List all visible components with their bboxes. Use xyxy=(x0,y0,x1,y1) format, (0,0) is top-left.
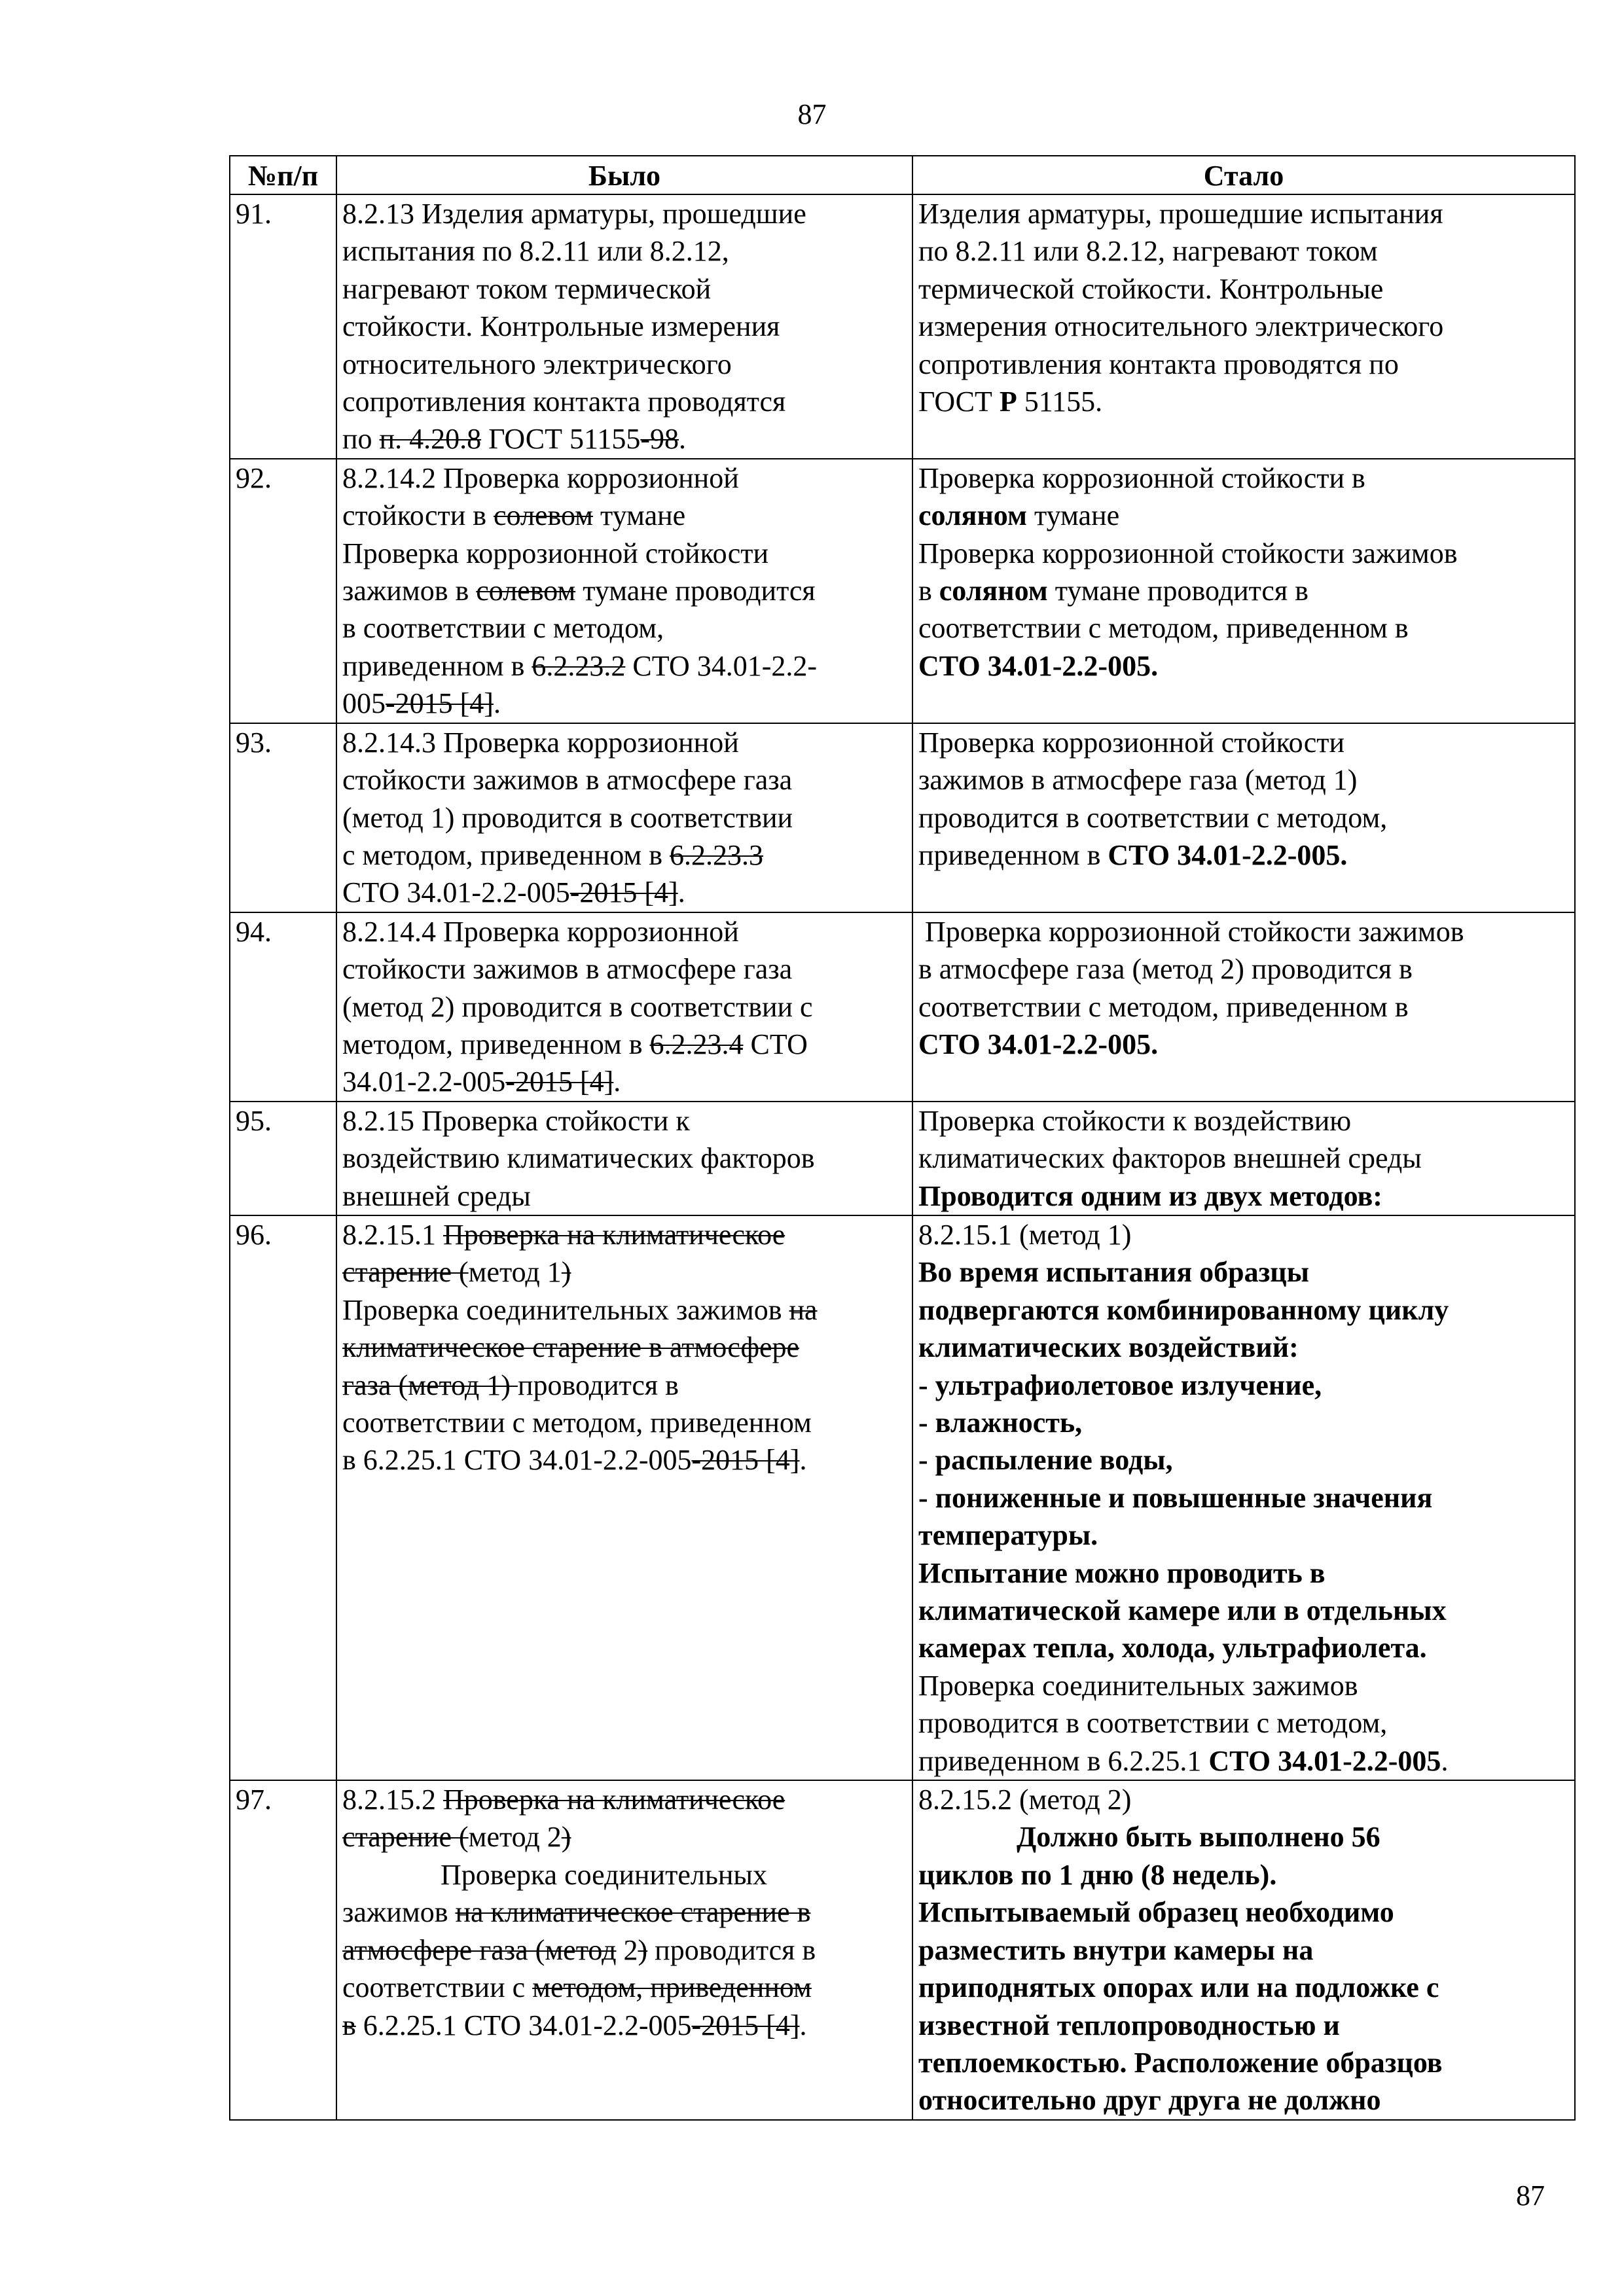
text-segment: СТО 34.01-2.2-005 xyxy=(342,876,570,909)
text-segment: зажимов xyxy=(342,1896,456,1929)
text-line xyxy=(918,270,1569,308)
text-line xyxy=(342,346,907,383)
text-segment: воздействию климатических факторов xyxy=(342,1142,815,1175)
text-line xyxy=(342,459,907,497)
struck-text: газа (метод 1) xyxy=(342,1369,518,1401)
text-line xyxy=(342,609,907,647)
text-line xyxy=(342,1102,907,1139)
struck-text: на xyxy=(789,1293,818,1326)
text-line xyxy=(342,988,907,1026)
text-segment: соответствии с методом, приведенном в xyxy=(918,990,1409,1023)
cell-became xyxy=(912,1215,1575,1780)
struck-text: солевом xyxy=(494,499,593,532)
text-line xyxy=(342,1291,907,1329)
text-line xyxy=(918,761,1569,798)
text-line xyxy=(918,799,1569,836)
row-number: 91. xyxy=(230,194,336,459)
text-segment: 8.2.14.4 Проверка коррозионной xyxy=(342,915,739,948)
bold-text: приподнятых опорах или на подложке с xyxy=(918,1971,1439,2004)
text-line xyxy=(342,232,907,270)
text-segment: соответствии с методом, приведенном xyxy=(342,1407,812,1439)
text-segment: стойкости зажимов в атмосфере газа xyxy=(342,764,793,797)
bold-text: СТО 34.01-2.2-005. xyxy=(1108,838,1348,871)
struck-text: методом, приведенном xyxy=(532,1971,812,2004)
row-number: 92. xyxy=(230,459,336,723)
struck-text: -2015 [4] xyxy=(691,2009,800,2041)
struck-text: п. 4.20.8 xyxy=(379,423,482,456)
text-segment: зажимов в атмосфере газа (метод 1) xyxy=(918,764,1358,797)
text-line xyxy=(918,459,1569,497)
text-line xyxy=(918,1592,1569,1629)
text-segment: . xyxy=(677,876,685,909)
bold-text: - пониженные и повышенные значения xyxy=(918,1481,1433,1514)
text-line xyxy=(918,497,1569,534)
text-line xyxy=(342,799,907,836)
text-line xyxy=(342,195,907,232)
text-line xyxy=(342,270,907,308)
bold-text: Во время испытания образцы xyxy=(918,1256,1309,1289)
text-line xyxy=(918,1291,1569,1329)
cell-was xyxy=(336,912,912,1102)
header-became: Стало xyxy=(912,156,1575,194)
struck-text: в xyxy=(342,2009,356,2041)
text-segment: 8.2.14.2 Проверка коррозионной xyxy=(342,461,739,494)
text-line xyxy=(342,1253,907,1291)
cell-was xyxy=(336,1780,912,2120)
text-line xyxy=(918,1329,1569,1366)
text-line xyxy=(342,874,907,911)
text-line xyxy=(918,1516,1569,1554)
bold-text: - ультрафиолетовое излучение, xyxy=(918,1369,1322,1401)
text-segment: Изделия арматуры, прошедшие испытания xyxy=(918,198,1443,230)
text-segment: 6.2.25.1 СТО 34.01-2.2-005 xyxy=(355,2009,692,2041)
text-segment: Проверка стойкости к воздействию xyxy=(918,1104,1352,1137)
text-segment: с методом, приведенном в xyxy=(342,838,670,871)
text-segment: приведенном в xyxy=(342,649,532,682)
text-line xyxy=(918,1102,1569,1139)
text-segment: испытания по 8.2.11 или 8.2.12, xyxy=(342,235,729,268)
struck-text: -2015 [4] xyxy=(505,1066,614,1098)
text-line xyxy=(918,195,1569,232)
struck-text: на климатическое старение в xyxy=(455,1896,811,1929)
text-line xyxy=(342,647,907,685)
bold-text: относительно друг друга не должно xyxy=(918,2084,1381,2117)
bold-text: СТО 34.01-2.2-005. xyxy=(918,1028,1159,1060)
text-line xyxy=(918,1969,1569,2006)
text-segment: . xyxy=(613,1066,621,1098)
text-line xyxy=(342,2007,907,2044)
bold-text: СТО 34.01-2.2-005. xyxy=(918,649,1159,682)
text-line xyxy=(342,1329,907,1366)
text-segment: зажимов в xyxy=(342,575,477,607)
struck-text: солевом xyxy=(476,575,576,607)
bold-text: - влажность, xyxy=(918,1407,1083,1439)
bold-text: - распыление воды, xyxy=(918,1444,1173,1477)
text-line xyxy=(342,1367,907,1404)
text-segment: Проверка коррозионной стойкости зажимов xyxy=(918,537,1458,569)
text-line xyxy=(918,1781,1569,1818)
text-line xyxy=(342,836,907,874)
struck-text: старение ( xyxy=(342,1821,469,1854)
bold-text: климатической камере или в отдельных xyxy=(918,1594,1447,1627)
text-segment: 8.2.15.1 (метод 1) xyxy=(918,1218,1132,1251)
text-segment: СТО 34.01-2.2- xyxy=(625,649,818,682)
text-line xyxy=(918,572,1569,609)
text-line xyxy=(918,535,1569,572)
text-line xyxy=(918,346,1569,383)
text-line xyxy=(342,1063,907,1100)
text-segment: в 6.2.25.1 СТО 34.01-2.2-005 xyxy=(342,1444,692,1477)
text-line xyxy=(918,2081,1569,2119)
text-line xyxy=(342,1781,907,1818)
table-row xyxy=(230,723,1575,912)
bold-text: СТО 34.01-2.2-005 xyxy=(1208,1744,1441,1777)
cell-became xyxy=(912,194,1575,459)
text-line xyxy=(342,535,907,572)
struck-text: -2015 [4] xyxy=(386,687,494,720)
bold-text: климатических воздействий: xyxy=(918,1331,1299,1364)
text-segment: приведенном в 6.2.25.1 xyxy=(918,1744,1209,1777)
text-segment: проводится в xyxy=(517,1369,679,1401)
text-line xyxy=(342,913,907,950)
table-row xyxy=(230,1102,1575,1215)
text-line xyxy=(342,1931,907,1969)
text-segment: 8.2.15 Проверка стойкости к xyxy=(342,1104,690,1137)
text-segment: по xyxy=(342,423,380,456)
text-line xyxy=(918,1856,1569,1893)
text-line xyxy=(342,1893,907,1931)
table-row xyxy=(230,1780,1575,2120)
text-segment: тумане проводится в xyxy=(1047,575,1308,607)
table-row xyxy=(230,194,1575,459)
text-line xyxy=(342,420,907,457)
text-line xyxy=(918,232,1569,270)
text-line xyxy=(918,1367,1569,1404)
text-segment: соответствии с xyxy=(342,1971,533,2004)
struck-text: ) xyxy=(638,1933,648,1966)
text-segment: (метод 2) проводится в соответствии с xyxy=(342,990,813,1023)
text-segment: относительного электрического xyxy=(342,348,732,380)
text-line xyxy=(918,988,1569,1026)
text-segment: . xyxy=(799,2009,807,2041)
struck-text: -98 xyxy=(640,423,679,456)
text-line xyxy=(918,836,1569,874)
text-segment: . xyxy=(799,1444,807,1477)
text-line xyxy=(918,1629,1569,1666)
text-segment: проводится в соответствии с методом, xyxy=(918,801,1388,834)
text-segment: метод 2 xyxy=(468,1821,562,1854)
table-row xyxy=(230,459,1575,723)
text-line xyxy=(918,1742,1569,1780)
header-number: №п/п xyxy=(230,156,336,194)
table-row xyxy=(230,1215,1575,1780)
text-segment: 8.2.13 Изделия арматуры, прошедшие xyxy=(342,198,806,230)
text-line xyxy=(342,1216,907,1253)
text-line xyxy=(918,609,1569,647)
text-segment: стойкости зажимов в атмосфере газа xyxy=(342,953,793,986)
row-number: 93. xyxy=(230,723,336,912)
text-line xyxy=(918,1177,1569,1215)
text-line xyxy=(342,383,907,420)
header-was: Было xyxy=(336,156,912,194)
bold-text: Должно быть выполнено 56 xyxy=(1017,1821,1380,1854)
bold-text: теплоемкостью. Расположение образцов xyxy=(918,2046,1443,2079)
text-line xyxy=(918,2007,1569,2044)
cell-became xyxy=(912,912,1575,1102)
text-segment: тумане xyxy=(592,499,686,532)
cell-became xyxy=(912,1102,1575,1215)
table-body xyxy=(230,194,1575,2120)
table-header-row xyxy=(230,156,1575,194)
struck-text: 6.2.23.3 xyxy=(670,838,764,871)
text-segment: внешней среды xyxy=(342,1179,531,1212)
text-segment: Проверка соединительных xyxy=(441,1858,767,1891)
text-line xyxy=(918,308,1569,345)
struck-text: 6.2.23.4 xyxy=(649,1028,744,1060)
text-line xyxy=(918,1554,1569,1592)
text-line xyxy=(342,572,907,609)
text-line xyxy=(342,1856,907,1893)
text-segment: сопротивления контакта проводятся xyxy=(342,386,786,418)
text-segment: . xyxy=(679,423,686,456)
struck-text: -2015 [4] xyxy=(569,876,678,909)
text-segment: . xyxy=(1441,1744,1449,1777)
row-number: 97. xyxy=(230,1780,336,2120)
cell-was xyxy=(336,1215,912,1780)
text-line xyxy=(918,913,1569,950)
text-line xyxy=(918,1216,1569,1253)
cell-was xyxy=(336,1102,912,1215)
text-segment: СТО xyxy=(743,1028,808,1060)
text-segment: 51155. xyxy=(1017,386,1103,418)
text-line xyxy=(918,383,1569,420)
text-line xyxy=(918,1818,1569,1856)
bold-text: Испытываемый образец необходимо xyxy=(918,1896,1394,1929)
text-line xyxy=(918,1893,1569,1931)
cell-became xyxy=(912,459,1575,723)
bold-text: подвергаются комбинированному циклу xyxy=(918,1293,1449,1326)
cell-became xyxy=(912,1780,1575,2120)
text-line xyxy=(918,1139,1569,1177)
text-segment: 8.2.14.3 Проверка коррозионной xyxy=(342,726,739,759)
text-segment: Проверка коррозионной стойкости xyxy=(342,537,769,569)
bold-text: циклов по 1 дню (8 недель). xyxy=(918,1858,1277,1891)
text-line xyxy=(342,724,907,761)
text-segment: проводится в xyxy=(647,1933,816,1966)
text-line xyxy=(342,1969,907,2006)
text-line xyxy=(342,1404,907,1441)
text-segment: проводится в соответствии с методом, xyxy=(918,1707,1388,1740)
text-segment: приведенном в xyxy=(918,838,1108,871)
text-segment: 8.2.15.1 xyxy=(342,1218,443,1251)
text-line xyxy=(342,497,907,534)
text-segment: тумане xyxy=(1026,499,1120,532)
text-segment: в соответствии с методом, xyxy=(342,612,664,645)
text-segment: метод 1 xyxy=(468,1256,562,1289)
text-segment: в xyxy=(918,575,939,607)
struck-text: старение ( xyxy=(342,1256,469,1289)
text-segment: 8.2.15.2 (метод 2) xyxy=(918,1784,1132,1816)
bold-text: соляном xyxy=(939,575,1048,607)
cell-was xyxy=(336,459,912,723)
text-segment: стойкости. Контрольные измерения xyxy=(342,310,780,343)
struck-text: Проверка на климатическое xyxy=(443,1218,785,1251)
bold-text: Испытание можно проводить в xyxy=(918,1556,1326,1589)
text-segment: измерения относительного электрического xyxy=(918,310,1444,343)
text-segment: . xyxy=(493,687,501,720)
text-line xyxy=(918,1026,1569,1063)
struck-text: ) xyxy=(561,1256,571,1289)
bold-text: соляном xyxy=(918,499,1027,532)
text-line xyxy=(918,2044,1569,2081)
text-line xyxy=(342,950,907,988)
text-line xyxy=(918,950,1569,988)
struck-text: Проверка на климатическое xyxy=(443,1784,785,1816)
text-line xyxy=(342,1818,907,1856)
text-line xyxy=(918,1253,1569,1291)
row-number: 94. xyxy=(230,912,336,1102)
struck-text: 6.2.23.2 xyxy=(532,649,626,682)
text-segment: ГОСТ 51155 xyxy=(481,423,641,456)
text-segment: термической стойкости. Контрольные xyxy=(918,272,1384,305)
text-line xyxy=(918,647,1569,685)
text-segment: Проверка коррозионной стойкости в xyxy=(918,461,1365,494)
text-line xyxy=(342,1139,907,1177)
text-line xyxy=(918,1704,1569,1742)
text-line xyxy=(918,1931,1569,1969)
text-segment: Проверка соединительных зажимов xyxy=(918,1669,1358,1702)
text-segment: 8.2.15.2 xyxy=(342,1784,443,1816)
text-line xyxy=(342,1026,907,1063)
text-segment: в атмосфере газа (метод 2) проводится в xyxy=(918,953,1413,986)
table-row xyxy=(230,912,1575,1102)
comparison-table xyxy=(229,155,1576,2121)
struck-text: атмосфере газа (метод xyxy=(342,1933,617,1966)
bold-text: температуры. xyxy=(918,1519,1098,1552)
text-segment: Проверка соединительных зажимов xyxy=(342,1293,789,1326)
text-segment: Проверка коррозионной стойкости xyxy=(918,726,1345,759)
text-segment: соответствии с методом, приведенном в xyxy=(918,612,1409,645)
text-segment: сопротивления контакта проводятся по xyxy=(918,348,1399,380)
text-line xyxy=(918,1667,1569,1704)
text-line xyxy=(918,1479,1569,1516)
text-line xyxy=(918,724,1569,761)
bold-text: разместить внутри камеры на xyxy=(918,1933,1314,1966)
cell-became xyxy=(912,723,1575,912)
text-segment: климатических факторов внешней среды xyxy=(918,1142,1422,1175)
text-line xyxy=(342,1177,907,1215)
text-line xyxy=(918,1441,1569,1479)
text-line xyxy=(342,761,907,798)
text-segment: 34.01-2.2-005 xyxy=(342,1066,506,1098)
text-segment: тумане проводится xyxy=(575,575,816,607)
text-line xyxy=(342,685,907,722)
text-segment: по 8.2.11 или 8.2.12, нагревают током xyxy=(918,235,1378,268)
text-segment: 005 xyxy=(342,687,386,720)
bold-text: камерах тепла, холода, ультрафиолета. xyxy=(918,1632,1427,1664)
cell-was xyxy=(336,723,912,912)
page-number-bottom: 87 xyxy=(1516,2179,1545,2212)
page-number-top: 87 xyxy=(797,98,827,130)
text-line xyxy=(342,1441,907,1479)
bold-text: Р xyxy=(999,386,1017,418)
cell-was xyxy=(336,194,912,459)
text-segment: 2 xyxy=(616,1933,638,1966)
row-number: 96. xyxy=(230,1215,336,1780)
text-line xyxy=(918,1404,1569,1441)
text-segment: Проверка коррозионной стойкости зажимов xyxy=(925,915,1464,948)
struck-text: ) xyxy=(561,1821,571,1854)
text-segment: стойкости в xyxy=(342,499,494,532)
text-segment: (метод 1) проводится в соответствии xyxy=(342,801,793,834)
text-line xyxy=(342,308,907,345)
text-segment: нагревают током термической xyxy=(342,272,712,305)
text-segment: ГОСТ xyxy=(918,386,1000,418)
text-segment: методом, приведенном в xyxy=(342,1028,650,1060)
bold-text: Проводится одним из двух методов: xyxy=(918,1179,1382,1212)
bold-text: известной теплопроводностью и xyxy=(918,2009,1340,2041)
struck-text: климатическое старение в атмосфере xyxy=(342,1331,800,1364)
row-number: 95. xyxy=(230,1102,336,1215)
struck-text: -2015 [4] xyxy=(691,1444,800,1477)
